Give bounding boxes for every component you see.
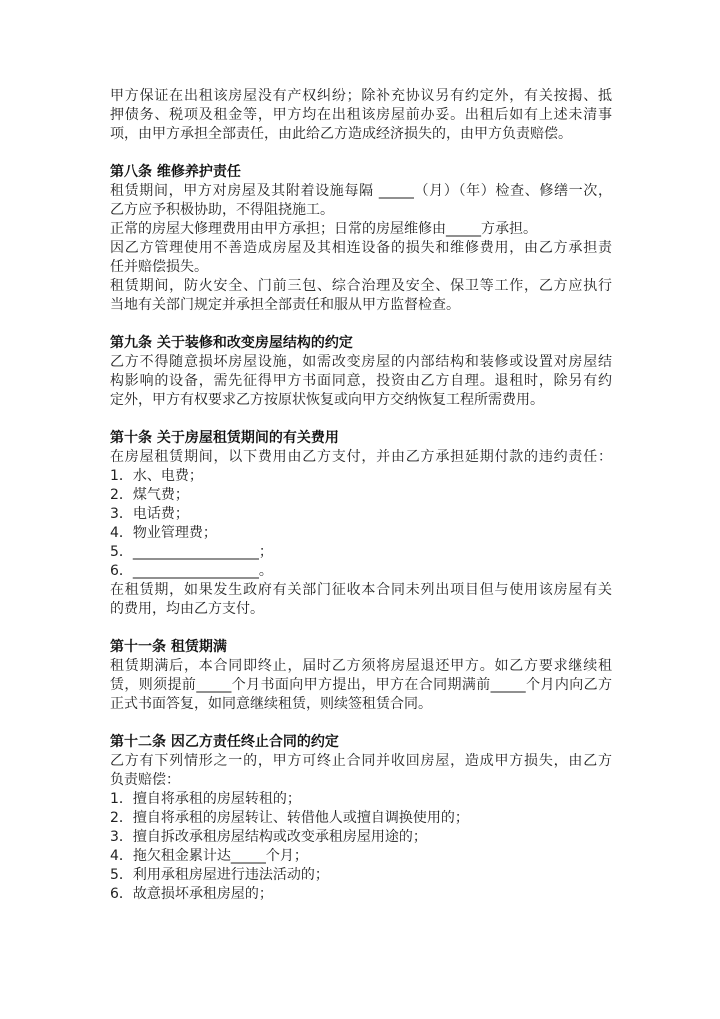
paragraph-line: 正式书面答复，如同意继续租赁，则续签租赁合同。	[110, 696, 432, 712]
spacer	[110, 410, 612, 429]
paragraph-line: 定外，甲方有权要求乙方按原状恢复或向甲方交纳恢复工程所需费用。	[110, 392, 544, 408]
list-item: 3．电话费；	[110, 506, 189, 522]
spacer	[110, 144, 612, 163]
spacer	[110, 714, 612, 733]
paragraph-line: 当地有关部门规定并承担全部责任和服从甲方监督检查。	[110, 297, 460, 313]
article-10-heading: 第十条 关于房屋租赁期间的有关费用	[110, 430, 339, 446]
list-item: 2．煤气费；	[110, 487, 189, 503]
paragraph-line: 在租赁期，如果发生政府有关部门征收本合同未列出项目但与使用该房屋有关	[110, 582, 612, 598]
list-item: 6．故意损坏承租房屋的；	[110, 886, 273, 902]
article-9-heading: 第九条 关于装修和改变房屋结构的约定	[110, 335, 353, 351]
list-item: 2．擅自将承租的房屋转让、转借他人或擅自调换使用的；	[110, 810, 469, 826]
paragraph-line: 乙方不得随意损坏房屋设施，如需改变房屋的内部结构和装修或设置对房屋结	[110, 354, 612, 370]
paragraph-line: 租赁期间，防火安全、门前三包、综合治理及安全、保卫等工作，乙方应执行	[110, 278, 612, 294]
article-8-heading: 第八条 维修养护责任	[110, 164, 241, 180]
paragraph-line: 甲方保证在出租该房屋没有产权纠纷；除补充协议另有约定外，有关按揭、抵	[110, 88, 612, 104]
list-item: 1．水、电费；	[110, 468, 203, 484]
paragraph-line: 项，由甲方承担全部责任，由此给乙方造成经济损失的，由甲方负责赔偿。	[110, 126, 572, 142]
paragraph-line: 构影响的设备，需先征得甲方书面同意，投资由乙方自理。退租时，除另有约	[110, 373, 612, 389]
list-item: 4．拖欠租金累计达_____个月；	[110, 848, 308, 864]
list-item: 5．利用承租房屋进行违法活动的；	[110, 867, 329, 883]
paragraph-line: 押债务、税项及租金等，甲方均在出租该房屋前办妥。出租后如有上述未清事	[110, 107, 612, 123]
paragraph-line: 负责赔偿：	[110, 772, 180, 788]
paragraph-line: 在房屋租赁期间，以下费用由乙方支付，并由乙方承担延期付款的违约责任：	[110, 449, 612, 465]
spacer	[110, 315, 612, 334]
paragraph-line: 因乙方管理使用不善造成房屋及其相连设备的损失和维修费用，由乙方承担责	[110, 240, 612, 256]
paragraph-line: 租赁期间，甲方对房屋及其附着设施每隔 _____（月）（年）检查、修缮一次，	[110, 183, 612, 199]
document-page	[110, 87, 612, 904]
list-item: 4．物业管理费；	[110, 525, 217, 541]
paragraph-line: 租赁期满后，本合同即终止，届时乙方须将房屋退还甲方。如乙方要求继续租	[110, 658, 612, 674]
article-12-heading: 第十二条 因乙方责任终止合同的约定	[110, 734, 339, 750]
list-item: 3．擅自拆改承租房屋结构或改变承租房屋用途的；	[110, 829, 427, 845]
paragraph-line: 乙方有下列情形之一的，甲方可终止合同并收回房屋，造成甲方损失，由乙方	[110, 753, 612, 769]
list-item: 1．擅自将承租的房屋转租的；	[110, 791, 301, 807]
list-item: 6．__________________。	[110, 563, 273, 579]
paragraph-line: 的费用，均由乙方支付。	[110, 601, 264, 617]
spacer	[110, 619, 612, 638]
article-11-heading: 第十一条 租赁期满	[110, 639, 227, 655]
paragraph-line: 正常的房屋大修理费用由甲方承担；日常的房屋维修由_____方承担。	[110, 221, 537, 237]
paragraph-line: 乙方应予积极协助，不得阻挠施工。	[110, 202, 334, 218]
paragraph-line: 任并赔偿损失。	[110, 259, 208, 275]
paragraph-line: 赁，则须提前_____个月书面向甲方提出，甲方在合同期满前_____个月内向乙方	[110, 677, 612, 693]
list-item: 5．__________________；	[110, 544, 273, 560]
